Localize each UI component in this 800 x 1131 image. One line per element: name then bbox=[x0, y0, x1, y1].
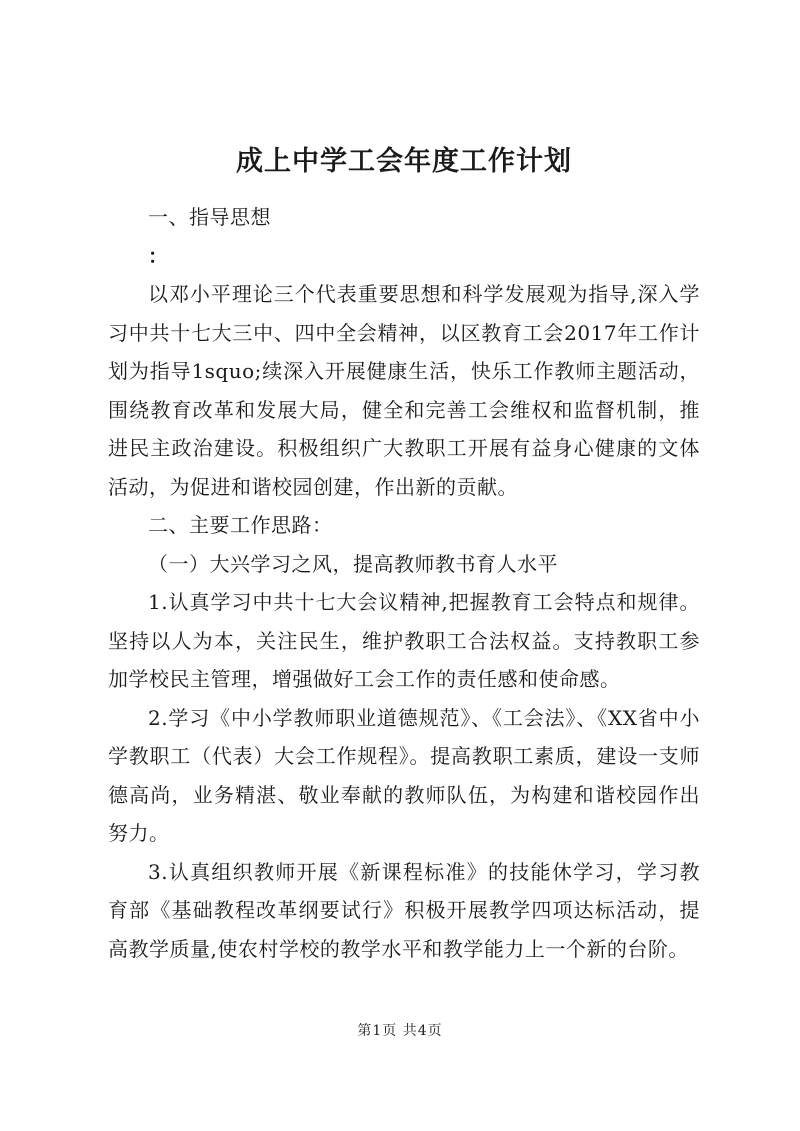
list-item-2: 2.学习《中小学教师职业道德规范》、《工会法》、《XX省中小学教职工（代表）大会工作规程》。提高教职工素质，建设一支师德高尚，业务精湛、敬业奉献的教师队伍，为构建和谐校园作出努力。 bbox=[108, 705, 700, 845]
document-title: 成上中学工会年度工作计划 bbox=[236, 146, 572, 177]
section-heading-guiding-thought: 一、指导思想 bbox=[148, 205, 271, 229]
subsection-heading-study: （一）大兴学习之风，提高教师教书育人水平 bbox=[148, 551, 558, 576]
list-item-3: 3.认真组织教师开展《新课程标准》的技能休学习，学习教育部《基础教程改革纲要试行》积极开展教学四项达标活动，提高教学质量,使农村学校的教学水平和教学能力上一个新的台阶。 bbox=[108, 859, 700, 961]
colon-mark: ： bbox=[148, 243, 168, 268]
page-footer: 第1页 共4页 bbox=[357, 1023, 443, 1039]
section-heading-main-ideas: 二、主要工作思路： bbox=[148, 513, 333, 537]
list-item-1: 1.认真学习中共十七大会议精神,把握教育工会特点和规律。坚持以人为本，关注民生，维护教职工合法权益。支持教职工参加学校民主管理，增强做好工会工作的责任感和使命感。 bbox=[108, 590, 700, 691]
document-page bbox=[108, 140, 700, 968]
paragraph-guiding-thought: 以邓小平理论三个代表重要思想和科学发展观为指导,深入学习中共十七大三中、四中全会精神，以区教育工会2017年工作计划为指导1squo;续深入开展健康生活，快乐工作教师主题活动，围绕教育改革和发展大局，健全和完善工会维权和监督机制，推进民主政治建设。积极组织广大教职工开展有益身心健康的文体活动，为促进和谐校园创建，作出新的贡献。 bbox=[108, 282, 700, 499]
